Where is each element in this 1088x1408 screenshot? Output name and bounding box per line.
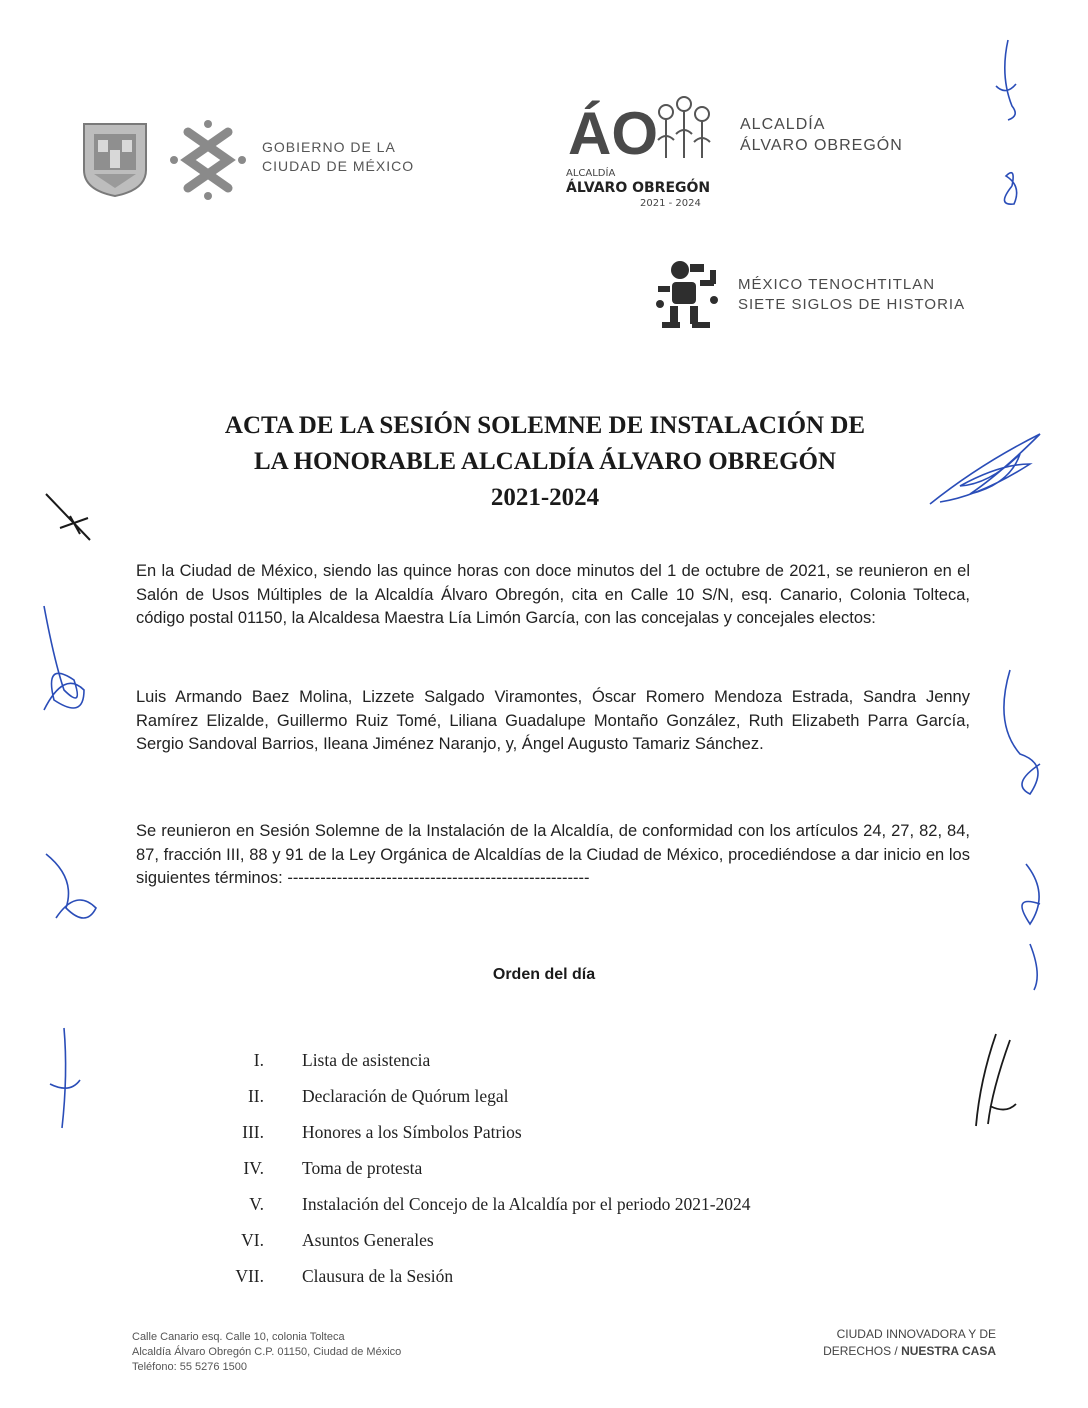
alcaldia-logo-years: 2021 - 2024 [640, 198, 701, 209]
footer-slogan-line2b: NUESTRA CASA [901, 1344, 996, 1358]
alcaldia-line2: ÁLVARO OBREGÓN [740, 137, 903, 154]
agenda-item: VII. Clausura de la Sesión [235, 1266, 454, 1286]
tenochtitlan-line2: SIETE SIGLOS DE HISTORIA [738, 296, 966, 313]
alcaldia-ao-logo [566, 90, 716, 168]
tenochtitlan-glyph-logo [650, 256, 728, 334]
title-line3: 2021-2024 [490, 484, 600, 511]
agenda-item: III. Honores a los Símbolos Patrios [242, 1122, 522, 1142]
gov-logo-line2: CIUDAD DE MÉXICO [262, 158, 415, 174]
footer-address-line3: Teléfono: 55 5276 1500 [132, 1361, 247, 1373]
paragraph-council-members: Luis Armando Baez Molina, Lizzete Salgado Viramontes, Óscar Romero Mendoza Estrada, Sandra Jenny Ramírez Elizalde, Guillermo Ruiz Tomé, Liliana Guadalupe Montaño González, Ruth Elizabeth Parra García, Sergio Sandoval Barrios, Ileana Jiménez Naranjo, y, Ángel Augusto Tamariz Sánchez. [136, 688, 970, 753]
agenda-item: I. Lista de asistencia [253, 1050, 431, 1070]
agenda-item: V. Instalación del Concejo de la Alcaldía por el periodo 2021-2024 [249, 1194, 751, 1214]
cdmx-knot-logo [168, 118, 248, 202]
tenochtitlan-text [738, 275, 965, 315]
footer-address-line1: Calle Canario esq. Calle 10, colonia Tolteca [132, 1331, 345, 1343]
document-title [150, 408, 940, 516]
signature-left-loop [24, 600, 104, 730]
signature-right-large [920, 424, 1060, 514]
paragraph-legal-basis: Se reunieron en Sesión Solemne de la Instalación de la Alcaldía, de conformidad con los artículos 24, 27, 82, 84, 87, fracción III, 88 y 91 de la Ley Orgánica de Alcaldías de la Ciudad de México, procediéndose a dar inicio en los siguientes términos: ------------------------------------------------------- [136, 822, 970, 887]
agenda-item: II. Declaración de Quórum legal [247, 1086, 509, 1106]
footer-address-line2: Alcaldía Álvaro Obregón C.P. 01150, Ciudad de México [132, 1346, 402, 1358]
agenda-title: Orden del día [492, 966, 596, 983]
signature-left-bottom [40, 1024, 90, 1134]
svg-text:ÁO: ÁO [568, 100, 658, 167]
signature-right-bottom [966, 1030, 1026, 1130]
title-line2: LA HONORABLE ALCALDÍA ÁLVARO OBREGÓN [253, 448, 837, 475]
footer-slogan-line2a: DERECHOS / [823, 1344, 902, 1358]
signature-top-right [986, 36, 1026, 206]
gov-logo-text [262, 138, 414, 176]
tenochtitlan-line1: MÉXICO TENOCHTITLAN [738, 276, 936, 293]
gov-logo-line1: GOBIERNO DE LA [262, 139, 396, 155]
alcaldia-line1: ALCALDÍA [740, 116, 826, 133]
signature-left-lower [36, 848, 106, 928]
agenda-item: VI. Asuntos Generales [241, 1230, 434, 1250]
footer-slogan-line1: CIUDAD INNOVADORA Y DE [836, 1327, 996, 1341]
agenda-item: IV. Toma de protesta [243, 1158, 423, 1178]
footer-address [132, 1330, 401, 1375]
cdmx-shield-logo [80, 120, 150, 198]
signature-right-middle [990, 664, 1060, 994]
footer-slogan [740, 1326, 996, 1360]
paragraph-opening: En la Ciudad de México, siendo las quince horas con doce minutos del 1 de octubre de 2021, se reunieron en el Salón de Usos Múltiples de la Alcaldía Álvaro Obregón, cita en Calle 10 S/N, esq. Canario, Colonia Tolteca, código postal 01150, la Alcaldesa Maestra Lía Limón García, con las concejalas y concejales electos: [136, 562, 970, 627]
alcaldia-logo-name: ÁLVARO OBREGÓN [566, 180, 711, 196]
alcaldia-logo-text [740, 114, 903, 156]
title-line1: ACTA DE LA SESIÓN SOLEMNE DE INSTALACIÓN DE [224, 412, 866, 439]
alcaldia-logo-small: ALCALDÍA [566, 168, 616, 179]
signature-left-x [40, 488, 100, 548]
